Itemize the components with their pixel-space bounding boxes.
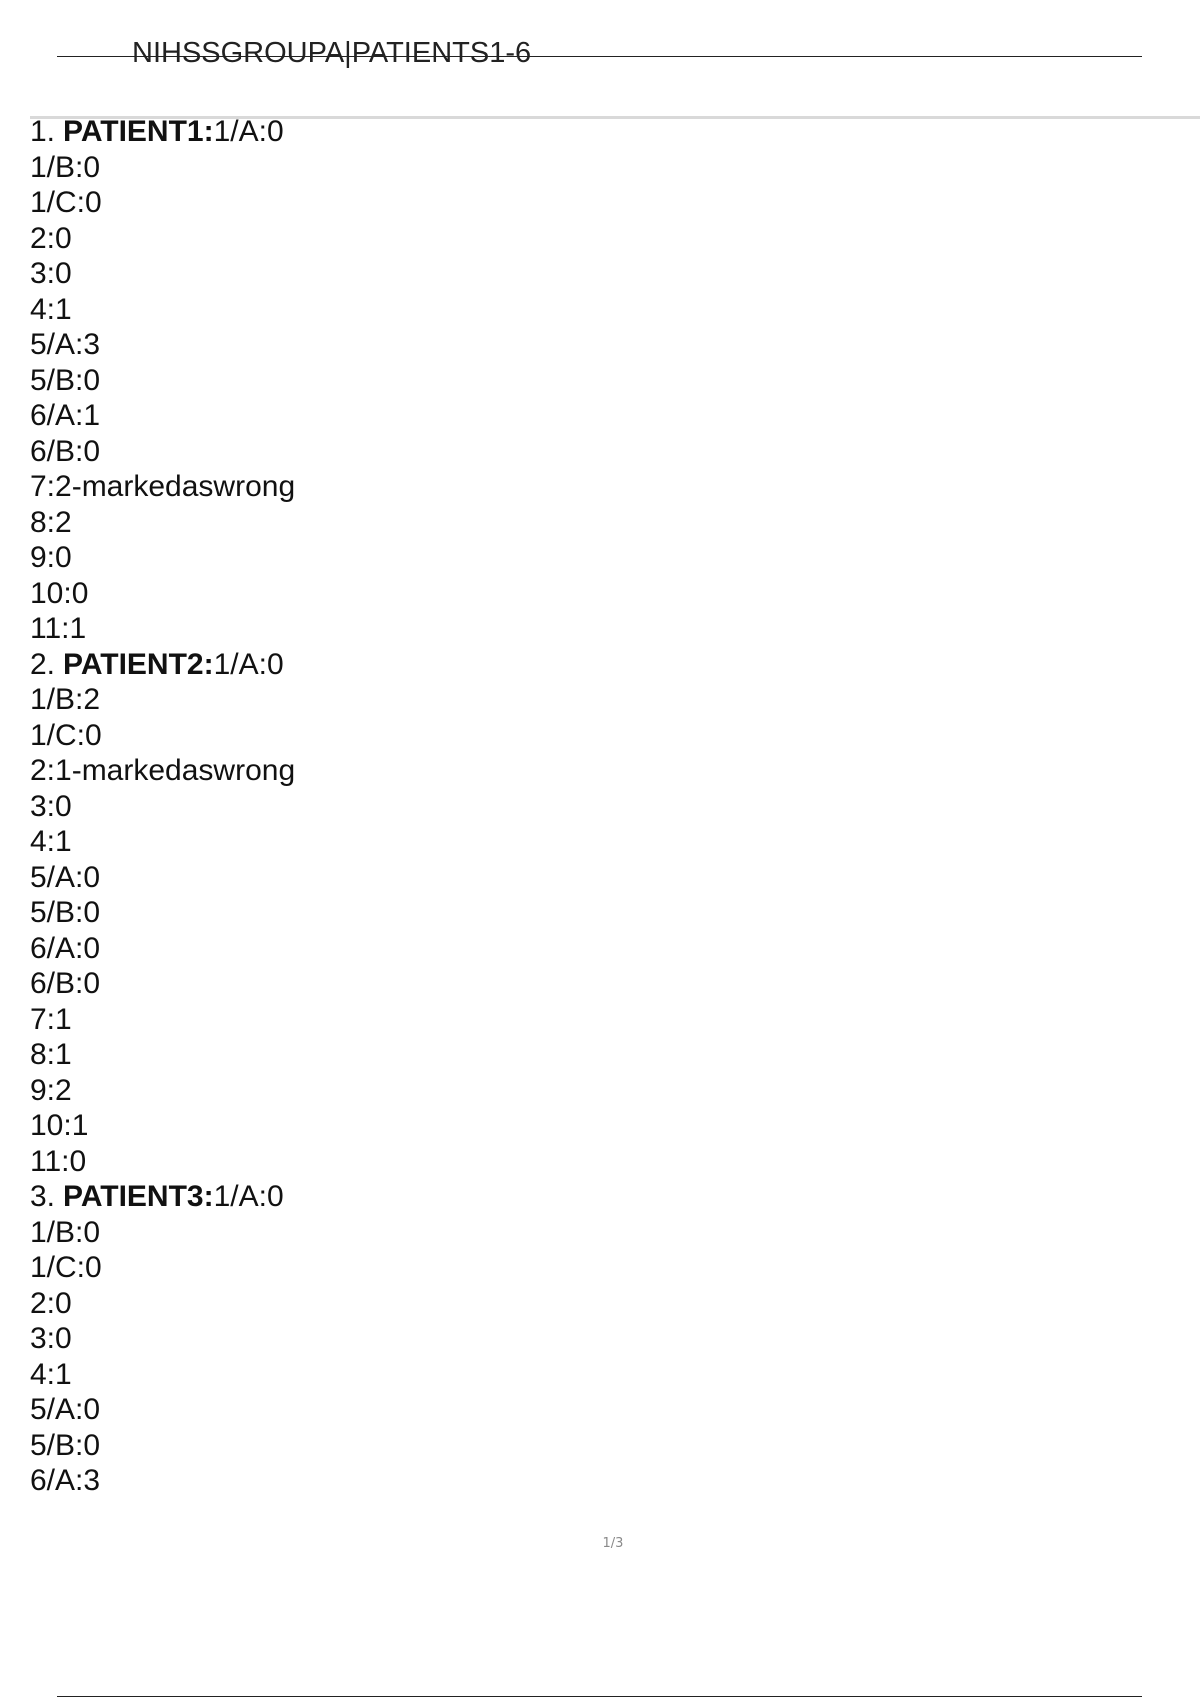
score-item: 2:1-markedaswrong: [30, 754, 296, 787]
score-item: 4:1: [30, 292, 72, 326]
score-item: 10:0: [30, 576, 89, 610]
document-title: NIHSSGROUPA|PATIENTS1-6: [132, 37, 532, 69]
page-header: [0, 0, 1200, 118]
patient-label: PATIENT2:: [63, 647, 214, 681]
score-item: 9:2: [30, 1073, 72, 1107]
score-item: 1/C:0: [30, 718, 102, 752]
score-item: 5/A:3: [30, 328, 101, 361]
score-item: 7:1: [30, 1002, 72, 1036]
score-item: 1/B:2: [30, 683, 101, 716]
score-item: 6/A:1: [30, 399, 101, 432]
score-item: 4:1: [30, 825, 72, 858]
patient-list: [30, 114, 1130, 1499]
score-item: 1/B:0: [30, 150, 101, 184]
score-item: 5/B:0: [30, 363, 101, 397]
patient-heading-3: [30, 1179, 1130, 1215]
score-item: 5/B:0: [30, 1428, 101, 1462]
score-item: 1/A:0: [213, 115, 284, 148]
page-number: 1/3: [602, 1536, 624, 1551]
score-item: 6/B:0: [30, 434, 101, 468]
score-item: 3:0: [30, 257, 72, 290]
score-item: 11:1: [30, 612, 87, 645]
score-item: 1/C:0: [30, 1251, 102, 1284]
score-item: 1/B:0: [30, 1215, 101, 1249]
patient-heading-2: [30, 647, 1130, 683]
patient-label: PATIENT3:: [63, 1180, 214, 1213]
score-item: 1/A:0: [213, 1180, 284, 1213]
patient-number: 2.: [30, 647, 56, 681]
score-item: 11:0: [30, 1144, 87, 1178]
score-item: 2:0: [30, 1286, 72, 1320]
score-item: 4:1: [30, 1357, 72, 1391]
score-item: 6/A:3: [30, 1464, 101, 1497]
score-item: 6/B:0: [30, 967, 101, 1000]
score-item: 5/A:0: [30, 860, 101, 894]
score-item: 6/A:0: [30, 931, 101, 965]
score-item: 3:0: [30, 1322, 72, 1355]
score-item: 1/C:0: [30, 186, 102, 219]
score-item: 7:2-markedaswrong: [30, 470, 296, 503]
patient-label: PATIENT1:: [63, 115, 214, 148]
score-item: 5/A:0: [30, 1393, 101, 1426]
footer-rule: [57, 1696, 1142, 1697]
score-item: 2:0: [30, 221, 72, 255]
score-item: 8:1: [30, 1038, 72, 1071]
score-item: 1/A:0: [213, 647, 284, 681]
score-item: 5/B:0: [30, 896, 101, 929]
score-item: 3:0: [30, 789, 72, 823]
patient-number: 3.: [30, 1180, 56, 1213]
score-item: 10:1: [30, 1109, 89, 1142]
score-item: 8:2: [30, 505, 72, 539]
patient-number: 1.: [30, 115, 56, 148]
score-item: 9:0: [30, 541, 72, 574]
patient-heading-1: [30, 114, 1130, 150]
